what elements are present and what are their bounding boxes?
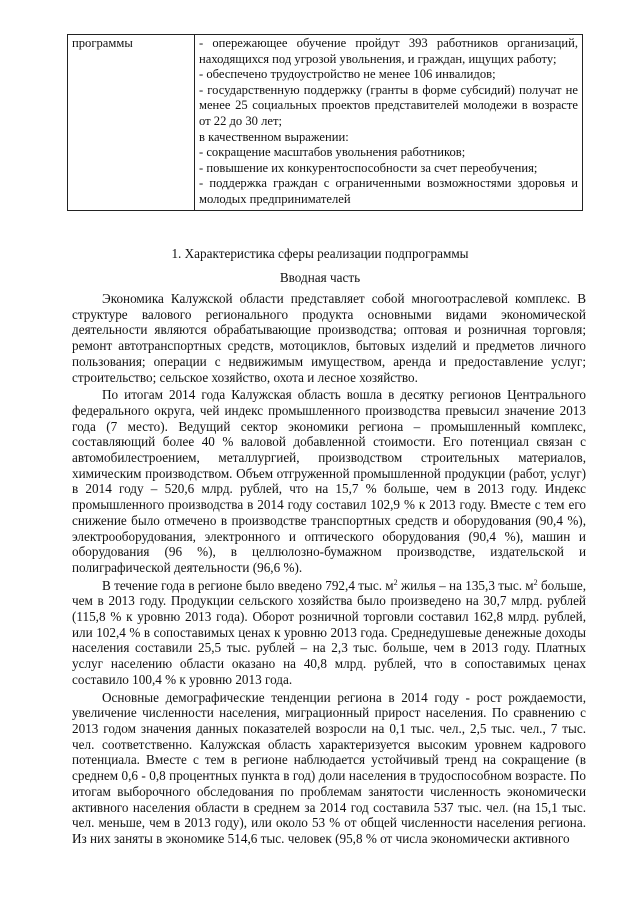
paragraph: Основные демографические тенденции региона в 2014 году - рост рождаемости, увеличение численности населения, миграционный прирост населения. По сравнению с 2013 годом значения данных показателей возросли на 0,1 тыс. чел., 2,5 тыс. чел., 7 тыс. чел. соответственно. Калужская область характеризуется высоким уровнем кадрового потенциала. Вместе с тем в регионе наблюдается устойчивый тренд на сокращение (в среднем 0,6 - 0,8 процентных пункта в год) доли населения в трудоспособном возрасте. По итогам выборочного обследования по проблемам занятости численность экономически активного населения области в среднем за 2014 год составила 537 тыс. чел. (на 15,1 тыс. чел. меньше, чем в 2013 году), или около 53 % от общей численности населения региона. Из них заняты в экономике 514,6 тыс. человек (95,8 % от числа экономически активного — [72, 689, 586, 846]
paragraph-part: жилья – на 135,3 тыс. м — [397, 577, 534, 593]
paragraph: Экономика Калужской области представляет собой многоотраслевой комплекс. В структуре валового регионального продукта основными видами экономической деятельности являются обрабатывающие производства; оптовая и розничная торговля; ремонт автотранспортных средств, мотоциклов, бытовых изделий и предметов личного пользования; операции с недвижимым имуществом, аренда и предоставление услуг; строительство; сельское хозяйство, охота и лесное хозяйство. — [72, 291, 586, 385]
list-item: - государственную поддержку (гранты в форме субсидий) получат не менее 25 социальных проектов представителей молодежи в возрасте от 22 до 30 лет; — [199, 82, 578, 128]
superscript: 2 — [393, 577, 398, 587]
paragraph-part: В течение года в регионе было введено 792,4 тыс. м — [102, 577, 394, 593]
body-text — [72, 291, 586, 847]
paragraph: По итогам 2014 года Калужская область вошла в десятку регионов Центрального федерального округа, чей индекс промышленного производства превысил значение 2013 года (7 место). Ведущий сектор экономики региона – промышленный комплекс, составляющий более 40 % валовой добавленной стоимости. Его потенциал связан с автомобилестроением, металлургией, производством строительных материалов, химическим производством. Объем отгруженной промышленной продукции (работ, услуг) в 2014 году – 520,6 млрд. рублей, что на 15,7 % больше, чем в 2013 году. Индекс промышленного производства в 2014 году составил 102,9 % к 2013 году. Вместе с тем его снижение было отмечено в производстве транспортных средств и оборудования (90,4 %), электрооборудования, электронного и оптического оборудования (90,4 %), машин и оборудования (96 %), в целлюлозно-бумажном производстве, издательской и полиграфической деятельности (96,6 %). — [72, 387, 586, 575]
program-indicators-table — [67, 34, 583, 211]
list-item: - сокращение масштабов увольнения работников; — [199, 145, 466, 160]
section-title: 1. Характеристика сферы реализации подпрограммы — [171, 246, 469, 261]
table-right-cell — [195, 35, 583, 211]
paragraph-part: больше, чем в 2013 году. Продукции сельского хозяйства было произведено на 30,7 млрд. рублей (115,8 % к уровню 2013 года). Оборот розничной торговли составил 162,8 млрд. рублей, или 102,4 % в сопоставимых ценах к уровню 2013 года. Среднедушевые денежные доходы населения составили 25,5 тыс. рублей – на 2,3 тыс. больше, чем в 2013 году. Платных услуг населению области оказано на 40,8 млрд. рублей, что в сопоставимых ценах составило 100,4 % к уровню 2013 года. — [72, 577, 586, 687]
superscript: 2 — [533, 577, 538, 587]
list-item: - опережающее обучение пройдут 393 работников организаций, находящихся под угрозой увольнения, и граждан, ищущих работу; — [199, 36, 578, 66]
subsection-title: Вводная часть — [279, 270, 361, 285]
list-item: - обеспечено трудоустройство не менее 106 инвалидов; — [199, 67, 496, 82]
list-item: - поддержка граждан с ограниченными возможностями здоровья и молодых предпринимателей — [199, 176, 578, 206]
list-item: - повышение их конкурентоспособности за счет переобучения; — [199, 160, 538, 175]
table-row — [68, 35, 583, 211]
table-left-cell: программы — [68, 35, 195, 211]
paragraph — [72, 578, 586, 688]
list-item: в качественном выражении: — [199, 129, 349, 144]
